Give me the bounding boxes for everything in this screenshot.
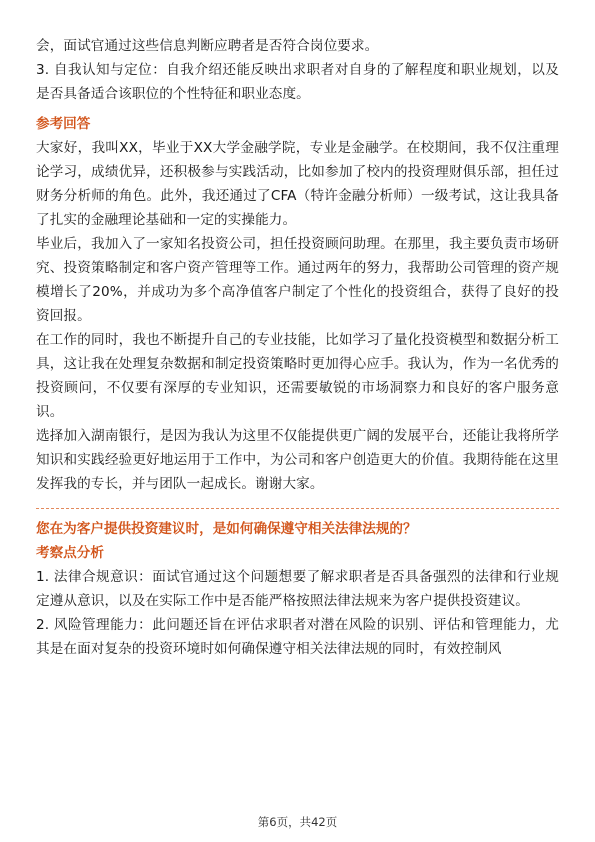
paragraph-point-3: 3. 自我认知与定位：自我介绍还能反映出求职者对自身的了解程度和职业规划，以及是否具备适合该职位的个性特征和职业态度。 (36, 62, 559, 102)
question-heading: 您在为客户提供投资建议时，是如何确保遵守相关法律法规的？ (36, 521, 417, 537)
analysis-heading: 考察点分析 (36, 545, 104, 561)
answer-paragraph-4: 选择加入湖南银行，是因为我认为这里不仅能提供更广阔的发展平台，还能让我将所学知识和实践经验更好地运用于工作中，为公司和客户创造更大的价值。我期待能在这里发挥我的专长，并与团队一起成长。谢谢大家。 (36, 428, 559, 492)
paragraph-continuation: 会，面试官通过这些信息判断应聘者是否符合岗位要求。 (36, 38, 379, 54)
answer-heading: 参考回答 (36, 116, 91, 132)
page-number: 第6页，共42页 (257, 815, 338, 829)
document-body (36, 34, 559, 661)
answer-paragraph-1: 大家好，我叫XX，毕业于XX大学金融学院，专业是金融学。在校期间，我不仅注重理论学习，成绩优异，还积极参与实践活动，比如参加了校内的投资理财俱乐部，担任过财务分析师的角色。此外，我还通过了CFA（特许金融分析师）一级考试，这让我具备了扎实的金融理论基础和一定的实操能力。 (36, 140, 559, 228)
analysis-paragraph-1: 1. 法律合规意识：面试官通过这个问题想要了解求职者是否具备强烈的法律和行业规定遵从意识，以及在实际工作中是否能严格按照法律法规来为客户提供投资建议。 (36, 569, 559, 609)
answer-paragraph-2: 毕业后，我加入了一家知名投资公司，担任投资顾问助理。在那里，我主要负责市场研究、投资策略制定和客户资产管理等工作。通过两年的努力，我帮助公司管理的资产规模增长了20%，并成功为多个高净值客户制定了个性化的投资组合，获得了良好的投资回报。 (36, 236, 559, 324)
analysis-paragraph-2: 2. 风险管理能力：此问题还旨在评估求职者对潜在风险的识别、评估和管理能力，尤其是在面对复杂的投资环境时如何确保遵守相关法律法规的同时，有效控制风 (36, 617, 559, 657)
section-divider (36, 508, 559, 509)
answer-paragraph-3: 在工作的同时，我也不断提升自己的专业技能，比如学习了量化投资模型和数据分析工具，这让我在处理复杂数据和制定投资策略时更加得心应手。我认为，作为一名优秀的投资顾问，不仅要有深厚的专业知识，还需要敏锐的市场洞察力和良好的客户服务意识。 (36, 332, 559, 420)
